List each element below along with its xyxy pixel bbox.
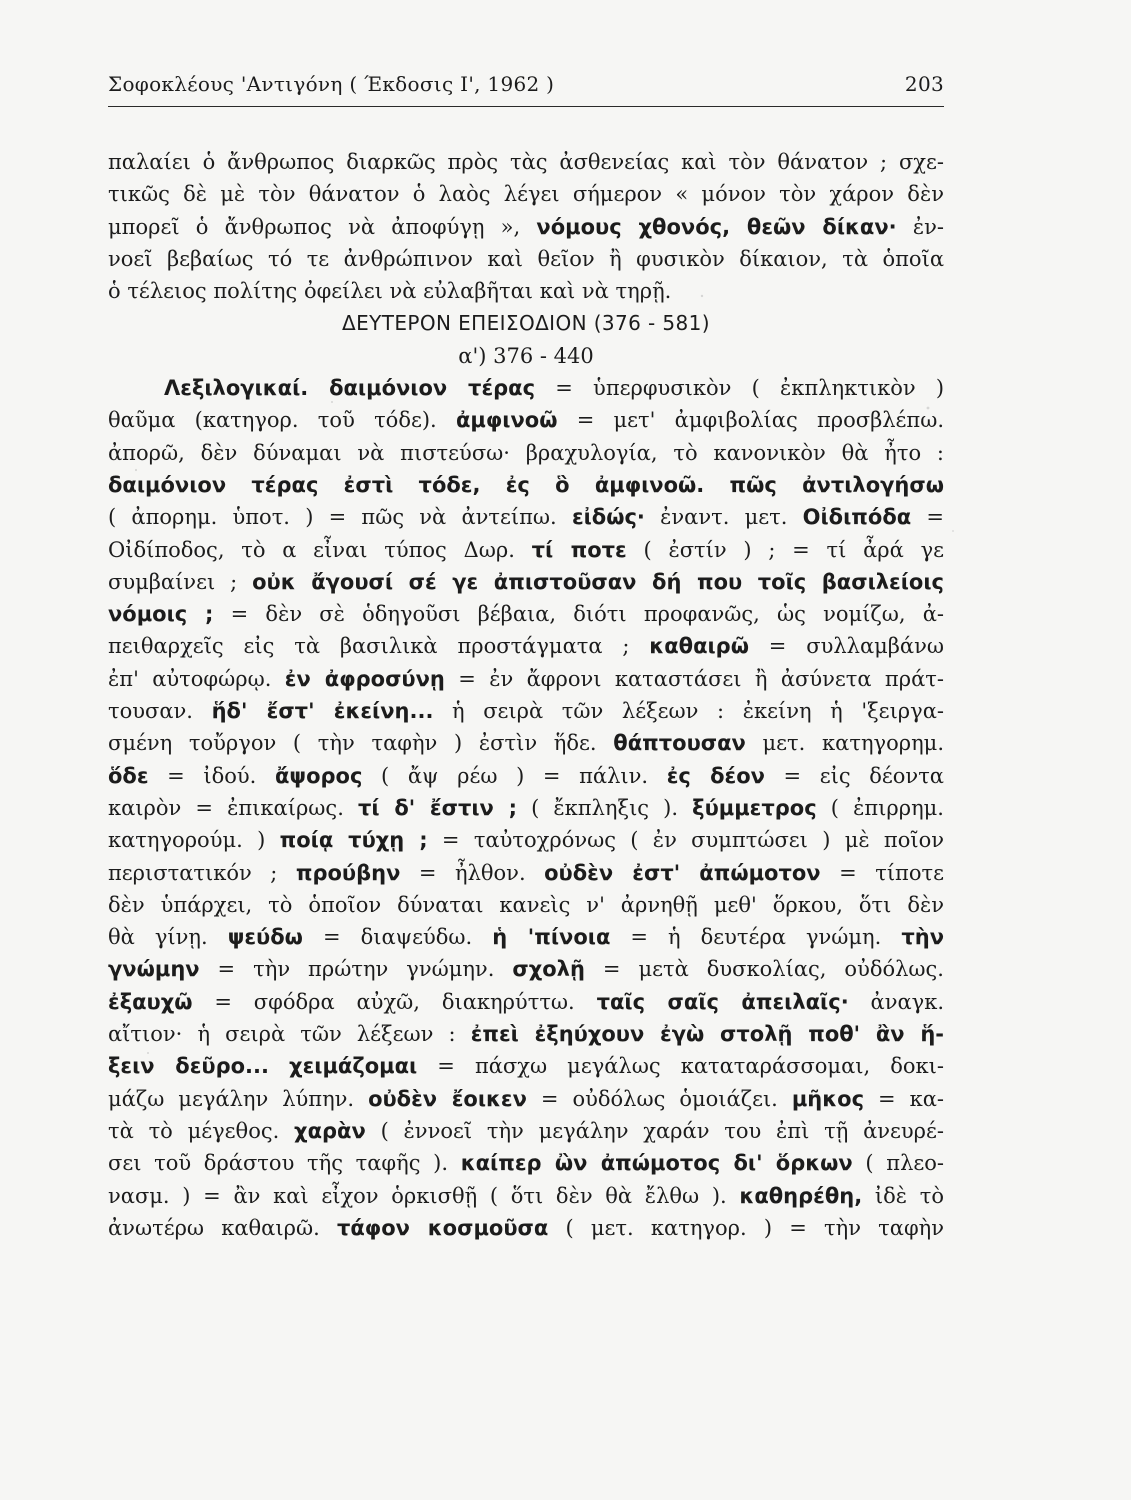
text-line	[108, 857, 944, 889]
lemma-term: νόμους χθονός, θεῶν δίκαν·	[536, 214, 897, 239]
lemma-term: Οἰδιπόδα	[802, 505, 912, 530]
text-line	[108, 340, 944, 372]
text-line	[108, 727, 944, 759]
gloss-text: =	[911, 505, 944, 530]
gloss-text: παλαίει ὁ ἄνθρωπος διαρκῶς πρὸς τὰς ἀσθενείας καὶ τὸν θάνατον ; σχε-	[108, 150, 944, 174]
gloss-text: σει τοῦ δράστου τῆς ταφῆς ).	[108, 1151, 461, 1176]
text-line	[108, 824, 944, 856]
gloss-text: ἐναντ. μετ.	[644, 505, 803, 530]
header-rule	[108, 106, 944, 107]
lemma-term: νόμοις ;	[108, 602, 214, 627]
gloss-text: τουσαν.	[108, 699, 212, 724]
lemma-term: τὴν	[901, 925, 944, 950]
lemma-term: χειμάζομαι	[289, 1054, 418, 1079]
gloss-text: ἀναγκ.	[848, 989, 944, 1014]
gloss-text: = δὲν σὲ ὁδηγοῦσι βέβαια, διότι προφανῶς, ὡς νομίζω, ἀ-	[213, 602, 944, 627]
gloss-text: ἰδὲ τὸ	[862, 1183, 944, 1208]
page-number: 203	[904, 72, 944, 96]
gloss-text: ἐν-	[896, 214, 944, 239]
gloss-text: θαῦμα (κατηγορ. τοῦ τόδε).	[108, 408, 456, 433]
gloss-text: ὁ τέλειος πολίτης ὀφείλει νὰ εὐλαβῆται καὶ νὰ τηρῇ.	[108, 279, 672, 304]
lemma-term: τί ποτε	[531, 537, 627, 562]
text-line	[108, 1147, 944, 1179]
gloss-text: ἀνωτέρω καθαιρῶ.	[108, 1215, 337, 1240]
lemma-term: θάπτουσαν	[613, 731, 746, 756]
text-line	[108, 404, 944, 436]
lemma-term: ἄψορος	[274, 763, 363, 788]
gloss-text: μετ. κατηγορημ.	[745, 731, 944, 756]
lemma-term: καθαιρῶ	[649, 634, 749, 659]
gloss-text: ( ἐννοεῖ τὴν μεγάλην χαράν του ἐπὶ τῇ ἀνευρέ-	[365, 1118, 944, 1143]
text-line	[108, 178, 944, 210]
lemma-term: οὐκ ἄγουσί σέ γε ἀπιστοῦσαν δή που τοῖς βασιλείοις	[252, 569, 944, 594]
header-title: Σοφοκλέους 'Αντιγόνη ( Έκδοσις Ι', 1962 )	[108, 72, 555, 96]
lemma-term: οὐδὲν ἔοικεν	[368, 1086, 527, 1111]
gloss-text: = μετὰ δυσκολίας, οὐδόλως.	[584, 957, 944, 982]
gloss-text: αἴτιον· ἡ σειρὰ τῶν λέξεων :	[108, 1022, 471, 1047]
gloss-text: = τίποτε	[820, 860, 944, 885]
text-line	[108, 760, 944, 792]
gloss-text: ( πλεο-	[852, 1151, 944, 1176]
text-line	[108, 1050, 944, 1082]
text-line	[108, 243, 944, 275]
gloss-text: = ἡ δευτέρα γνώμη.	[610, 925, 902, 950]
gloss-text: = εἰς δέοντα	[764, 763, 944, 788]
gloss-text: ἀπορῶ, δὲν δύναμαι νὰ πιστεύσω· βραχυλογία, τὸ κανονικὸν θὰ ἦτο :	[108, 440, 944, 465]
text-line	[108, 211, 944, 243]
gloss-text: = οὐδόλως ὁμοιάζει.	[526, 1086, 792, 1111]
lemma-term: γνώμην	[108, 957, 200, 982]
text-line	[108, 630, 944, 662]
gloss-text: = πάσχω μεγάλως καταταράσσομαι, δοκι-	[417, 1054, 944, 1079]
gloss-text: = συλλαμβάνω	[748, 634, 944, 659]
gloss-text: δὲν ὑπάρχει, τὸ ὁποῖον δύναται κανεὶς ν' ἀρνηθῇ μεθ' ὅρκου, ὅτι δὲν	[108, 892, 944, 917]
gloss-text: ( ἄψ ρέω ) = πάλιν.	[362, 763, 667, 788]
lemma-term: τάφον κοσμοῦσα	[336, 1215, 549, 1240]
text-line	[108, 534, 944, 566]
lemma-term: ἀμφινοῶ	[455, 408, 558, 433]
text-line	[108, 986, 944, 1018]
gloss-text: = σφόδρα αὐχῶ, διακηρύττω.	[192, 989, 597, 1014]
gloss-text: σμένη τοὔργον ( τὴν ταφὴν ) ἐστὶν ἥδε.	[108, 731, 614, 756]
lemma-term: ποίᾳ τύχῃ ;	[279, 828, 428, 853]
gloss-text: πειθαρχεῖς εἰς τὰ βασιλικὰ προστάγματα ;	[108, 634, 650, 659]
gloss-text: = ὑπερφυσικὸν ( ἐκπληκτικὸν )	[535, 376, 944, 401]
lemma-term: σχολῇ	[512, 957, 585, 982]
gloss-text: Οἰδίποδος, τὸ α εἶναι τύπος Δωρ.	[108, 537, 532, 562]
gloss-text: νασμ. ) = ἂν καὶ εἶχον ὁρκισθῇ ( ὅτι δὲν θὰ ἔλθω ).	[108, 1183, 740, 1208]
text-line	[108, 792, 944, 824]
gloss-text	[269, 1054, 289, 1078]
gloss-text: = ἐν ἄφρονι καταστάσει ἢ ἀσύνετα πράτ-	[444, 666, 944, 691]
text-line	[108, 372, 944, 404]
gloss-text: ἡ σειρὰ τῶν λέξεων : ἐκείνη ἡ 'ξειργα-	[433, 699, 944, 724]
text-line	[108, 695, 944, 727]
gloss-text: νοεῖ βεβαίως τό τε ἀνθρώπινον καὶ θεῖον ἢ φυσικὸν δίκαιον, τὰ ὁποῖα	[108, 246, 944, 271]
lemma-term: προύβην	[295, 860, 401, 885]
lemma-term: καθηρέθη,	[739, 1183, 863, 1208]
gloss-text: = μετ' ἀμφιβολίας προσβλέπω.	[557, 408, 944, 433]
gloss-text: ΔΕΥΤΕΡΟΝ ΕΠΕΙΣΟΔΙΟΝ (376 - 581)	[341, 311, 711, 336]
lemma-term: ἡ 'πίνοια	[492, 925, 611, 950]
gloss-text: τὰ τὸ μέγεθος.	[108, 1118, 295, 1143]
gloss-text: μάζω μεγάλην λύπην.	[108, 1086, 369, 1111]
gloss-text: ( ἐστίν ) ; = τί ἆρά γε	[626, 537, 944, 562]
text-line	[108, 953, 944, 985]
lemma-term: δαιμόνιον τέρας ἐστὶ τόδε, ἐς ὃ ἀμφινοῶ. πῶς ἀντιλογήσω	[108, 472, 944, 497]
lemma-term: Λεξιλογικαί. δαιμόνιον τέρας	[164, 376, 536, 401]
gloss-text: ( μετ. κατηγορ. ) = τὴν ταφὴν	[548, 1215, 944, 1240]
lemma-term: ἐς δέον	[666, 763, 765, 788]
text-line	[108, 1083, 944, 1115]
gloss-text: καιρὸν = ἐπικαίρως.	[108, 795, 358, 820]
text-line	[108, 307, 944, 339]
lemma-term: χαρὰν	[294, 1118, 366, 1143]
lemma-term: ξύμμετρος	[692, 795, 817, 820]
lemma-term: μῆκος	[791, 1086, 865, 1111]
gloss-text: περιστατικόν ;	[108, 860, 296, 885]
lemma-term: ψεύδω	[227, 925, 303, 950]
text-line	[108, 1115, 944, 1147]
gloss-text: θὰ γίνῃ.	[108, 925, 228, 950]
text-line	[108, 1180, 944, 1212]
gloss-text: συμβαίνει ;	[108, 569, 253, 594]
running-header	[108, 72, 944, 102]
text-line	[108, 663, 944, 695]
gloss-text: ( ἀπορημ. ὑποτ. ) = πῶς νὰ ἀντείπω.	[108, 505, 572, 530]
text-line	[108, 1212, 944, 1244]
lemma-term: ἐπεὶ ἐξηύχουν ἐγὼ στολῇ ποθ' ἂν ἥ-	[470, 1022, 944, 1047]
text-line	[108, 921, 944, 953]
text-line	[108, 598, 944, 630]
gloss-text: ( ἔκπληξις ).	[517, 795, 693, 820]
gloss-text: = ἰδού.	[148, 763, 275, 788]
lemma-term: οὐδὲν ἐστ' ἀπώμοτον	[544, 860, 821, 885]
text-line	[108, 566, 944, 598]
text-line	[108, 469, 944, 501]
gloss-text: = κα-	[864, 1086, 944, 1111]
lemma-term: ταῖς σαῖς ἀπειλαῖς·	[596, 989, 849, 1014]
lemma-term: ἥδ' ἔστ' ἐκείνη...	[211, 699, 434, 724]
lemma-term: ἐξαυχῶ	[108, 989, 193, 1014]
gloss-text: μπορεῖ ὁ ἄνθρωπος νὰ ἀποφύγῃ »,	[108, 214, 537, 239]
gloss-text: = τὴν πρώτην γνώμην.	[199, 957, 513, 982]
text-line	[108, 501, 944, 533]
gloss-text: = ἦλθον.	[400, 860, 545, 885]
lemma-term: ὅδε	[108, 763, 149, 788]
text-line	[108, 889, 944, 921]
lemma-term: εἰδώς·	[571, 505, 645, 530]
gloss-text: κατηγορούμ. )	[108, 828, 280, 853]
text-line	[108, 146, 944, 178]
commentary-text	[108, 146, 944, 1244]
gloss-text: ( ἐπιρρημ.	[816, 795, 944, 820]
gloss-text: τικῶς δὲ μὲ τὸν θάνατον ὁ λαὸς λέγει σήμερον « μόνον τὸν χάρον δὲν	[108, 182, 944, 207]
gloss-text: = ταὐτοχρόνως ( ἐν συμπτώσει ) μὲ ποῖον	[427, 828, 944, 853]
lemma-term: τί δ' ἔστιν ;	[357, 795, 517, 820]
text-line	[108, 1018, 944, 1050]
gloss-text: = διαψεύδω.	[302, 925, 493, 950]
gloss-text: α') 376 - 440	[458, 343, 594, 368]
lemma-term: καίπερ ὢν ἀπώμοτος δι' ὅρκων	[460, 1151, 853, 1176]
lemma-term: ἐν ἀφροσύνῃ	[284, 666, 445, 691]
lemma-term: ξειν δεῦρο...	[108, 1054, 269, 1079]
text-line	[108, 437, 944, 469]
gloss-text: ἐπ' αὐτοφώρῳ.	[108, 666, 285, 691]
text-line	[108, 275, 944, 307]
